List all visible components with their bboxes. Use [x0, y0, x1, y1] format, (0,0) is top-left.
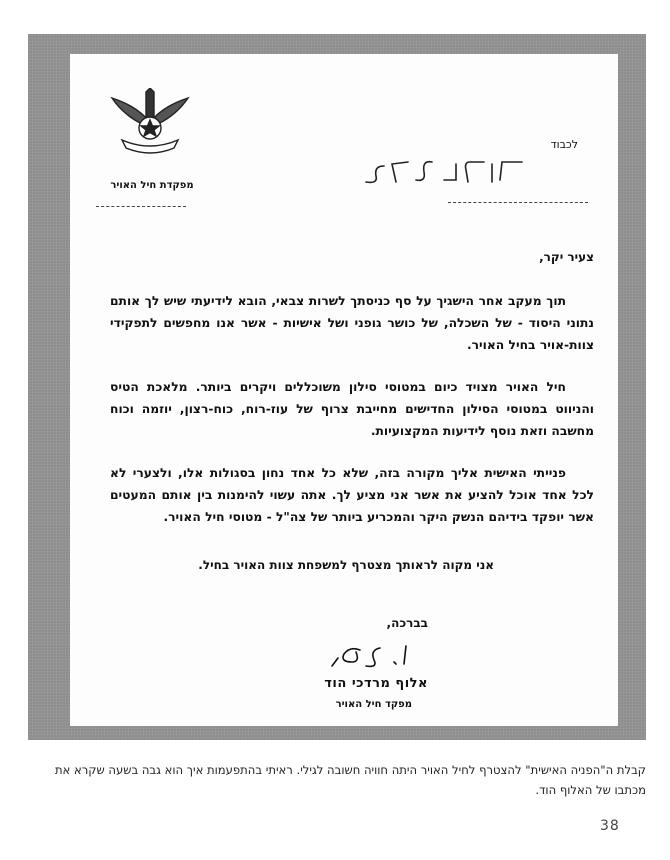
signer-name: אלוף מרדכי הוד: [324, 676, 428, 691]
body-paragraph: חיל האויר מצויד כיום במטוסי סילון משוכללים ויקרים ביותר. מלאכת הטיס והניווט במטוסי הסילון החדישים מחייבת צרוף של עוז-רוח, כוח-רצון, יוזמה וכוח מחשבה וזאת נוסף לידיעות המקצועיות.: [110, 380, 594, 438]
photo-caption: קבלת ה"הפניה האישית" להצטרף לחיל האויר היתה חוויה חשובה לגילי. ראיתי בהתפעמות איך הוא גבה בשעה שקרא את מכתבו של האלוף הוד.: [54, 763, 646, 797]
handwritten-signature-icon: [330, 640, 410, 672]
to-label: לכבוד: [550, 138, 578, 151]
letter-sheet: [70, 54, 618, 726]
reference-line: [96, 206, 186, 207]
body-paragraph: תוך מעקב אחר הישגיך על סף כניסתך לשרות צבאי, הובא לידיעתי שיש לך אותם נתוני היסוד - של השכלה, של כושר גופני ושל אישיות - אשר אנו מחפשים לתפקידי צוות-אויר בחיל האויר.: [110, 294, 594, 352]
page-number: 38: [600, 818, 620, 834]
closing-sentence: אני מקוה לראותך מצטרף למשפחת צוות האויר בחיל.: [198, 558, 494, 572]
command-heading: מפקדת חיל האויר: [110, 180, 194, 191]
air-force-emblem-icon: [108, 88, 192, 158]
addressee-line: [448, 202, 588, 203]
letter-body: [110, 290, 594, 548]
signer-title: מפקד חיל האויר: [335, 699, 412, 710]
body-paragraph: פנייתי האישית אליך מקורה בזה, שלא כל אחד נחון בסגולות אלו, ולצערי לא לכל אחד אוכל להציע את אשר אני מציע לך. אתה עשוי להימנות בין אותם המעטים אשר יופקד בידיהם הנשק היקר והמכריע ביותר של צה"ל - מטוסי חיל האויר.: [110, 466, 594, 524]
salutation: צעיר יקר,: [539, 250, 594, 264]
addressee-handwritten-name: [352, 152, 532, 192]
blessing: בברכה,: [386, 616, 428, 630]
